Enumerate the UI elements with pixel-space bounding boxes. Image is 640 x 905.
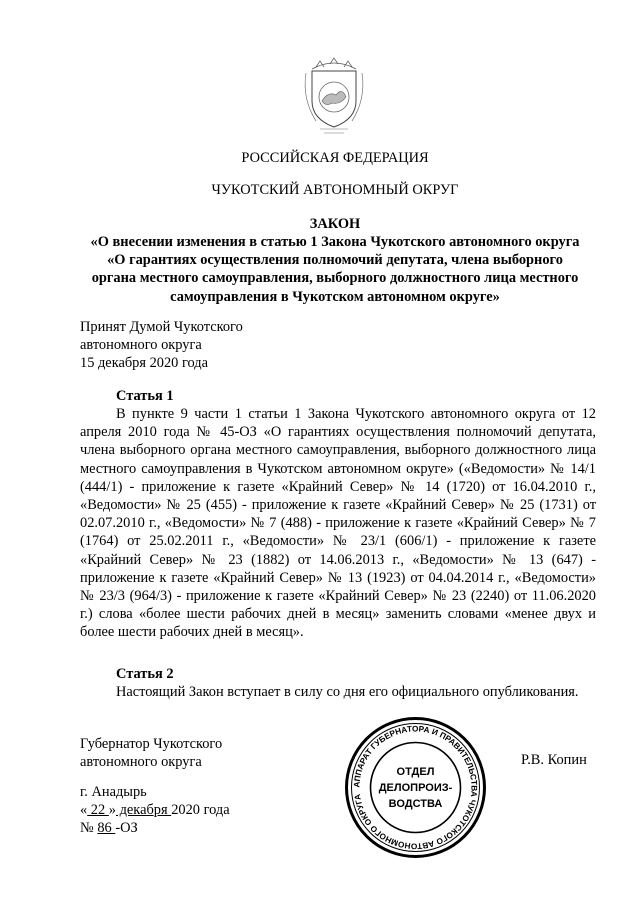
adoption-line: Принят Думой Чукотского: [80, 319, 243, 335]
official-stamp: [343, 715, 488, 860]
signatory-position: [80, 735, 222, 771]
country-heading: РОССИЙСКАЯ ФЕДЕРАЦИЯ: [241, 150, 429, 166]
date-open-quote: «: [80, 802, 88, 819]
footer-block: [80, 783, 230, 838]
article-2-heading: Статья 2: [116, 666, 174, 682]
adoption-line: автономного округа: [80, 337, 202, 354]
article-2-text: Настоящий Закон вступает в силу со дня его официального опубликования.: [116, 684, 579, 700]
signatory-position-line: автономного округа: [80, 754, 202, 771]
signatory-position-line: Губернатор Чукотского: [80, 736, 223, 752]
law-title-line: органа местного самоуправления, выборного должностного лица местного: [91, 270, 579, 287]
law-title-line: «О внесении изменения в статью 1 Закона Чукотского автономного округа: [90, 234, 580, 250]
article-1-heading: Статья 1: [116, 388, 174, 404]
signatory-name: Р.В. Копин: [521, 752, 587, 768]
law-number: [80, 819, 230, 837]
number-value: 86: [97, 820, 116, 837]
date-month: декабря: [116, 802, 172, 819]
article-2-body: [80, 683, 596, 701]
date-close-quote: »: [108, 802, 116, 819]
stamp-center-line: ВОДСТВА: [388, 798, 443, 810]
adoption-block: [80, 318, 243, 373]
city: г. Анадырь: [80, 784, 147, 800]
law-title-line: самоуправления в Чукотском автономном округе»: [170, 288, 500, 305]
date-year: 2020 года: [171, 802, 230, 819]
stamp-ring-text: АППАРАТ ГУБЕРНАТОРА И ПРАВИТЕЛЬСТВА ЧУКОТСКОГО АВТОНОМНОГО ОКРУГА: [352, 724, 479, 851]
region-heading: ЧУКОТСКИЙ АВТОНОМНЫЙ ОКРУГ: [211, 182, 459, 198]
stamp-center-line: ДЕЛОПРОИЗ-: [378, 782, 453, 794]
article-1-text: В пункте 9 части 1 статьи 1 Закона Чукотского автономного округа от 12 апреля 2010 года № 45-ОЗ «О гарантиях осуществления полномочий депутата, члена выборного органа местного самоуправления, выборного должностного лица местного самоуправления в Чукотском автономном округе» («Ведомости» № 14/1 (444/1) - приложение к газете «Крайний Север» № 14 (1720) от 16.04.2010 г., «Ведомости» № 25 (455) - приложение к газете «Крайний Север» № 25 (1731) от 02.07.2010 г., «Ведомости» № 7 (488) - приложение к газете «Крайний Север» № 7 (1764) от 25.02.2011 г., «Ведомости» № 23/1 (606/1) - приложение к газете «Крайний Север» № 23 (1882) от 14.06.2013 г., «Ведомости» № 13 (647) - приложение к газете «Крайний Север» № 13 (1923) от 04.04.2014 г., «Ведомости» № 23/3 (964/3) - приложение к газете «Крайний Север» № 23 (2240) от 11.06.2020 г.) слова «более шести рабочих дней в месяц» заменить словами «менее двух и более шести рабочих дней в месяц».: [80, 406, 596, 641]
article-1-body: [80, 405, 596, 642]
signing-date: [80, 801, 230, 819]
stamp-center-line: ОТДЕЛ: [396, 766, 435, 778]
date-day: 22: [87, 802, 109, 819]
adoption-line: 15 декабря 2020 года: [80, 355, 209, 372]
document-type-heading: ЗАКОН: [309, 216, 361, 232]
number-prefix: №: [80, 820, 94, 837]
law-title-line: «О гарантиях осуществления полномочий депутата, члена выборного: [107, 252, 563, 269]
number-suffix: -ОЗ: [115, 820, 138, 837]
coat-of-arms-emblem: [298, 55, 370, 137]
law-title: [60, 233, 610, 306]
